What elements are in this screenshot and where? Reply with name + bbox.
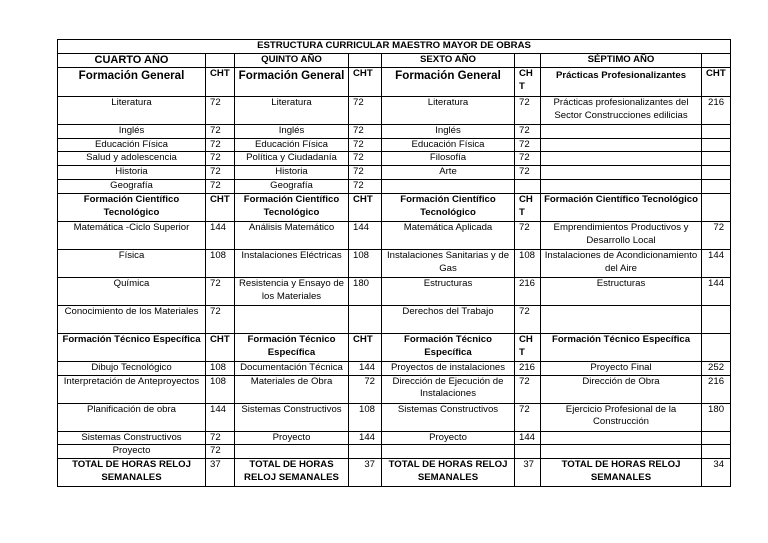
subject-cell: Derechos del Trabajo [382, 305, 515, 333]
year-header-cuarto: CUARTO AÑO [58, 53, 206, 67]
hours-cell: 72 [515, 124, 541, 138]
hours-cell: 72 [515, 305, 541, 333]
table-row [58, 445, 731, 459]
subject-cell: Química [58, 277, 206, 305]
subject-cell: Emprendimientos Productivos y Desarrollo Local [541, 221, 702, 249]
year-header-quinto: QUINTO AÑO [235, 53, 349, 67]
total-value: 37 [349, 459, 382, 487]
section-header-cientifico: Formación Científico Tecnológico [541, 193, 702, 221]
subject-cell: Proyectos de instalaciones [382, 361, 515, 375]
cht-header: CH T [515, 193, 541, 221]
subject-cell: Prácticas profesionalizantes del Sector Construcciones edilicias [541, 96, 702, 124]
hours-cell: 72 [349, 166, 382, 180]
section-header-tecnico: Formación Técnico Específica [235, 333, 349, 361]
empty-cell [702, 53, 731, 67]
hours-cell: 72 [206, 179, 235, 193]
subject-cell: Sistemas Constructivos [382, 403, 515, 431]
hours-cell: 72 [206, 166, 235, 180]
subject-cell: Geografía [58, 179, 206, 193]
subject-cell: Planificación de obra [58, 403, 206, 431]
subject-cell: Instalaciones de Acondicionamiento del Aire [541, 249, 702, 277]
cht-header: CHT [349, 67, 382, 96]
hours-cell: 72 [206, 431, 235, 445]
subject-cell: Proyecto [235, 431, 349, 445]
section-header-tecnico: Formación Técnico Específica [382, 333, 515, 361]
table-row [58, 375, 731, 403]
subject-cell: Proyecto [58, 445, 206, 459]
hours-cell: 216 [515, 361, 541, 375]
subject-cell: Inglés [58, 124, 206, 138]
cht-header: CHT [206, 193, 235, 221]
subject-cell [541, 166, 702, 180]
table-row [58, 96, 731, 124]
subject-cell: Dirección de Ejecución de Instalaciones [382, 375, 515, 403]
subject-cell: Análisis Matemático [235, 221, 349, 249]
hours-cell: 108 [349, 249, 382, 277]
table-row [58, 403, 731, 431]
hours-cell: 144 [515, 431, 541, 445]
table-row [58, 361, 731, 375]
subject-cell [541, 179, 702, 193]
subject-cell: Inglés [235, 124, 349, 138]
subject-cell: Conocimiento de los Materiales [58, 305, 206, 333]
hours-cell: 72 [206, 277, 235, 305]
hours-cell: 108 [515, 249, 541, 277]
hours-cell: 144 [349, 361, 382, 375]
subject-cell: Arte [382, 166, 515, 180]
empty-cell [515, 53, 541, 67]
hours-cell: 72 [206, 96, 235, 124]
section-header-cientifico: Formación Científico Tecnológico [58, 193, 206, 221]
cht-header: CHT [349, 333, 382, 361]
subject-cell: Política y Ciudadanía [235, 152, 349, 166]
table-row [58, 152, 731, 166]
tecnico-especifica-rows [58, 361, 731, 458]
cht-header: CH T [515, 67, 541, 96]
hours-cell: 108 [349, 403, 382, 431]
subject-cell: Historia [235, 166, 349, 180]
subject-cell: Instalaciones Eléctricas [235, 249, 349, 277]
subject-cell [235, 305, 349, 333]
hours-cell [702, 138, 731, 152]
hours-cell: 72 [349, 179, 382, 193]
subject-cell [235, 445, 349, 459]
curriculum-table [57, 39, 731, 487]
hours-cell: 72 [349, 138, 382, 152]
section-header-formacion-general: Formación General [382, 67, 515, 96]
hours-cell: 180 [702, 403, 731, 431]
cht-header: CH T [515, 333, 541, 361]
total-value: 34 [702, 459, 731, 487]
empty-cell [702, 193, 731, 221]
section-header-tecnico: Formación Técnico Específica [541, 333, 702, 361]
subject-cell: Educación Física [382, 138, 515, 152]
subject-cell: Estructuras [541, 277, 702, 305]
total-label: TOTAL DE HORAS RELOJ SEMANALES [235, 459, 349, 487]
hours-cell: 180 [349, 277, 382, 305]
hours-cell: 144 [206, 221, 235, 249]
hours-cell [702, 152, 731, 166]
hours-cell [515, 179, 541, 193]
hours-cell: 144 [702, 277, 731, 305]
subject-cell: Matemática Aplicada [382, 221, 515, 249]
subject-cell: Filosofía [382, 152, 515, 166]
subject-cell [541, 305, 702, 333]
hours-cell: 144 [349, 221, 382, 249]
table-row [58, 249, 731, 277]
hours-cell: 72 [515, 96, 541, 124]
cht-header: CHT [349, 193, 382, 221]
subject-cell [541, 138, 702, 152]
year-header-septimo: SÉPTIMO AÑO [541, 53, 702, 67]
subject-cell [541, 431, 702, 445]
total-label: TOTAL DE HORAS RELOJ SEMANALES [541, 459, 702, 487]
hours-cell: 72 [206, 152, 235, 166]
subject-cell [382, 445, 515, 459]
total-label: TOTAL DE HORAS RELOJ SEMANALES [382, 459, 515, 487]
hours-cell: 216 [702, 96, 731, 124]
subject-cell: Sistemas Constructivos [235, 403, 349, 431]
hours-cell: 72 [702, 221, 731, 249]
subject-cell: Geografía [235, 179, 349, 193]
hours-cell: 72 [349, 96, 382, 124]
hours-cell: 108 [206, 249, 235, 277]
hours-cell: 72 [206, 305, 235, 333]
total-label: TOTAL DE HORAS RELOJ SEMANALES [58, 459, 206, 487]
table-row [58, 138, 731, 152]
subject-cell: Proyecto Final [541, 361, 702, 375]
hours-cell: 216 [702, 375, 731, 403]
subject-cell: Proyecto [382, 431, 515, 445]
hours-cell: 72 [349, 375, 382, 403]
cht-header: CHT [206, 67, 235, 96]
section-header-tecnico: Formación Técnico Específica [58, 333, 206, 361]
subject-cell [382, 179, 515, 193]
hours-cell: 108 [206, 361, 235, 375]
subject-cell: Matemática -Ciclo Superior [58, 221, 206, 249]
hours-cell [702, 179, 731, 193]
hours-cell: 72 [206, 124, 235, 138]
hours-cell: 108 [206, 375, 235, 403]
total-value: 37 [206, 459, 235, 487]
section-header-cientifico: Formación Científico Tecnológico [235, 193, 349, 221]
subject-cell: Dirección de Obra [541, 375, 702, 403]
table-row [58, 277, 731, 305]
subject-cell: Ejercicio Profesional de la Construcción [541, 403, 702, 431]
cht-header: CHT [206, 333, 235, 361]
table-row [58, 124, 731, 138]
section-header-practicas: Prácticas Profesionalizantes [541, 67, 702, 96]
section-header-formacion-general: Formación General [58, 67, 206, 96]
section-header-cientifico: Formación Científico Tecnológico [382, 193, 515, 221]
hours-cell: 72 [515, 166, 541, 180]
hours-cell: 72 [206, 138, 235, 152]
subject-cell: Literatura [235, 96, 349, 124]
table-row [58, 166, 731, 180]
subject-cell: Educación Física [235, 138, 349, 152]
table-row [58, 179, 731, 193]
hours-cell: 72 [515, 138, 541, 152]
subject-cell [541, 124, 702, 138]
hours-cell: 72 [349, 152, 382, 166]
subject-cell: Inglés [382, 124, 515, 138]
subject-cell: Salud y adolescencia [58, 152, 206, 166]
hours-cell [349, 445, 382, 459]
hours-cell: 216 [515, 277, 541, 305]
subject-cell: Física [58, 249, 206, 277]
year-header-sexto: SEXTO AÑO [382, 53, 515, 67]
cht-header: CHT [702, 67, 731, 96]
subject-cell: Literatura [58, 96, 206, 124]
hours-cell [702, 305, 731, 333]
subject-cell: Historia [58, 166, 206, 180]
empty-cell [206, 53, 235, 67]
subject-cell: Documentación Técnica [235, 361, 349, 375]
hours-cell [515, 445, 541, 459]
subject-cell [541, 445, 702, 459]
hours-cell: 72 [515, 375, 541, 403]
hours-cell: 72 [515, 221, 541, 249]
formacion-general-rows [58, 96, 731, 193]
cientifico-tecnologico-rows [58, 221, 731, 333]
hours-cell: 72 [515, 403, 541, 431]
empty-cell [702, 333, 731, 361]
subject-cell: Sistemas Constructivos [58, 431, 206, 445]
hours-cell [349, 305, 382, 333]
subject-cell: Literatura [382, 96, 515, 124]
subject-cell: Educación Física [58, 138, 206, 152]
hours-cell: 144 [206, 403, 235, 431]
table-row [58, 221, 731, 249]
subject-cell: Instalaciones Sanitarias y de Gas [382, 249, 515, 277]
table-row [58, 305, 731, 333]
subject-cell: Dibujo Tecnológico [58, 361, 206, 375]
hours-cell [702, 124, 731, 138]
hours-cell [702, 431, 731, 445]
subject-cell [541, 152, 702, 166]
hours-cell: 72 [206, 445, 235, 459]
hours-cell: 144 [349, 431, 382, 445]
total-value: 37 [515, 459, 541, 487]
section-header-formacion-general: Formación General [235, 67, 349, 96]
hours-cell [702, 166, 731, 180]
table-title: ESTRUCTURA CURRICULAR MAESTRO MAYOR DE OBRAS [58, 40, 731, 54]
empty-cell [349, 53, 382, 67]
hours-cell: 72 [349, 124, 382, 138]
table-row [58, 431, 731, 445]
subject-cell: Interpretación de Anteproyectos [58, 375, 206, 403]
hours-cell [702, 445, 731, 459]
hours-cell: 252 [702, 361, 731, 375]
subject-cell: Resistencia y Ensayo de los Materiales [235, 277, 349, 305]
hours-cell: 144 [702, 249, 731, 277]
subject-cell: Estructuras [382, 277, 515, 305]
subject-cell: Materiales de Obra [235, 375, 349, 403]
hours-cell: 72 [515, 152, 541, 166]
